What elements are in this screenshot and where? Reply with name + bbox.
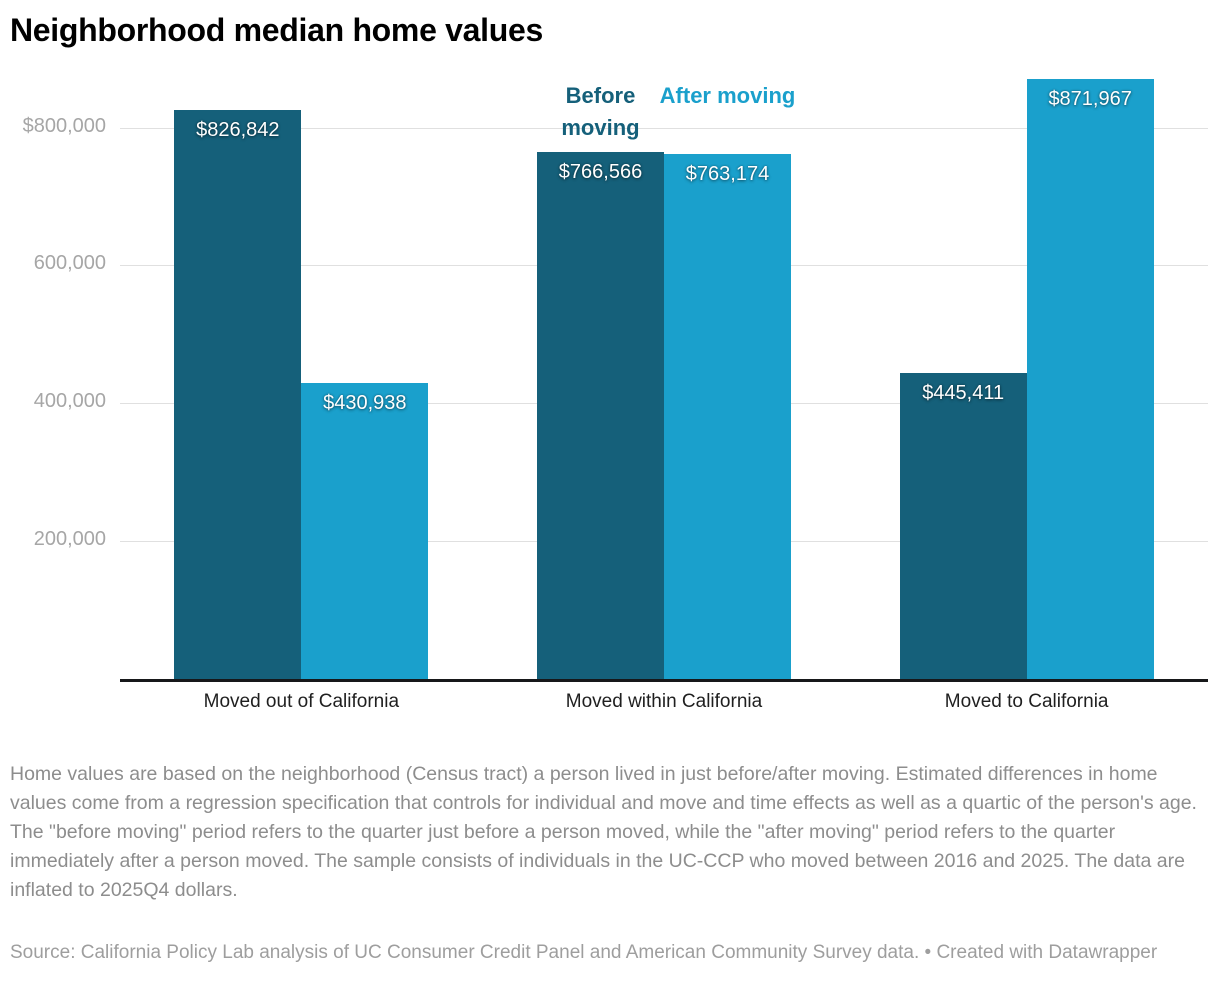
bar-before-moving-1 (174, 110, 301, 680)
bar-value-label: $430,938 (323, 391, 407, 414)
legend-before-moving: Before moving (561, 83, 640, 140)
bar-after-moving-2 (664, 154, 791, 680)
bar-value-label: $763,174 (685, 162, 770, 185)
bar-after-moving-3 (1027, 79, 1154, 680)
y-axis-tick-label: 400,000 (33, 390, 106, 413)
bar-before-moving-3 (900, 373, 1027, 680)
x-axis-line (120, 679, 1208, 682)
bar-value-label: $766,566 (558, 160, 643, 183)
x-axis-category-label: Moved out of California (203, 691, 400, 712)
bar-value-label: $826,842 (196, 119, 280, 142)
plot-area (22, 70, 1208, 712)
chart-source: Source: California Policy Lab analysis of UC Consumer Credit Panel and American Community Survey data. • Created with Datawrapper (10, 942, 1158, 963)
y-axis-tick-label: 600,000 (33, 252, 106, 275)
x-axis-category-label: Moved to California (944, 691, 1109, 712)
x-axis-category-label: Moved within California (565, 691, 763, 712)
y-axis-tick-label: $800,000 (22, 114, 106, 137)
bar-before-moving-2 (537, 152, 664, 680)
bar-value-label: $445,411 (922, 382, 1005, 404)
y-axis-tick-label: 200,000 (33, 528, 106, 551)
bar-value-label: $871,967 (1048, 87, 1132, 110)
bar-after-moving-1 (301, 383, 428, 680)
legend-after-moving: After moving (659, 83, 796, 108)
chart-notes: Home values are based on the neighborhood (Census tract) a person lived in just before/after moving. Estimated differences in home values come from a regression specification that controls for individual and move and time effects as well as a quartic of the person's age. The "before moving" period refers to the quarter just before a person moved, while the "after moving" period refers to the quarter immediately after a person moved. The sample consists of individuals in the UC-CCP who moved between 2016 and 2025. The data are inflated to 2025Q4 dollars. (10, 763, 1197, 901)
chart-title: Neighborhood median home values (10, 12, 543, 48)
